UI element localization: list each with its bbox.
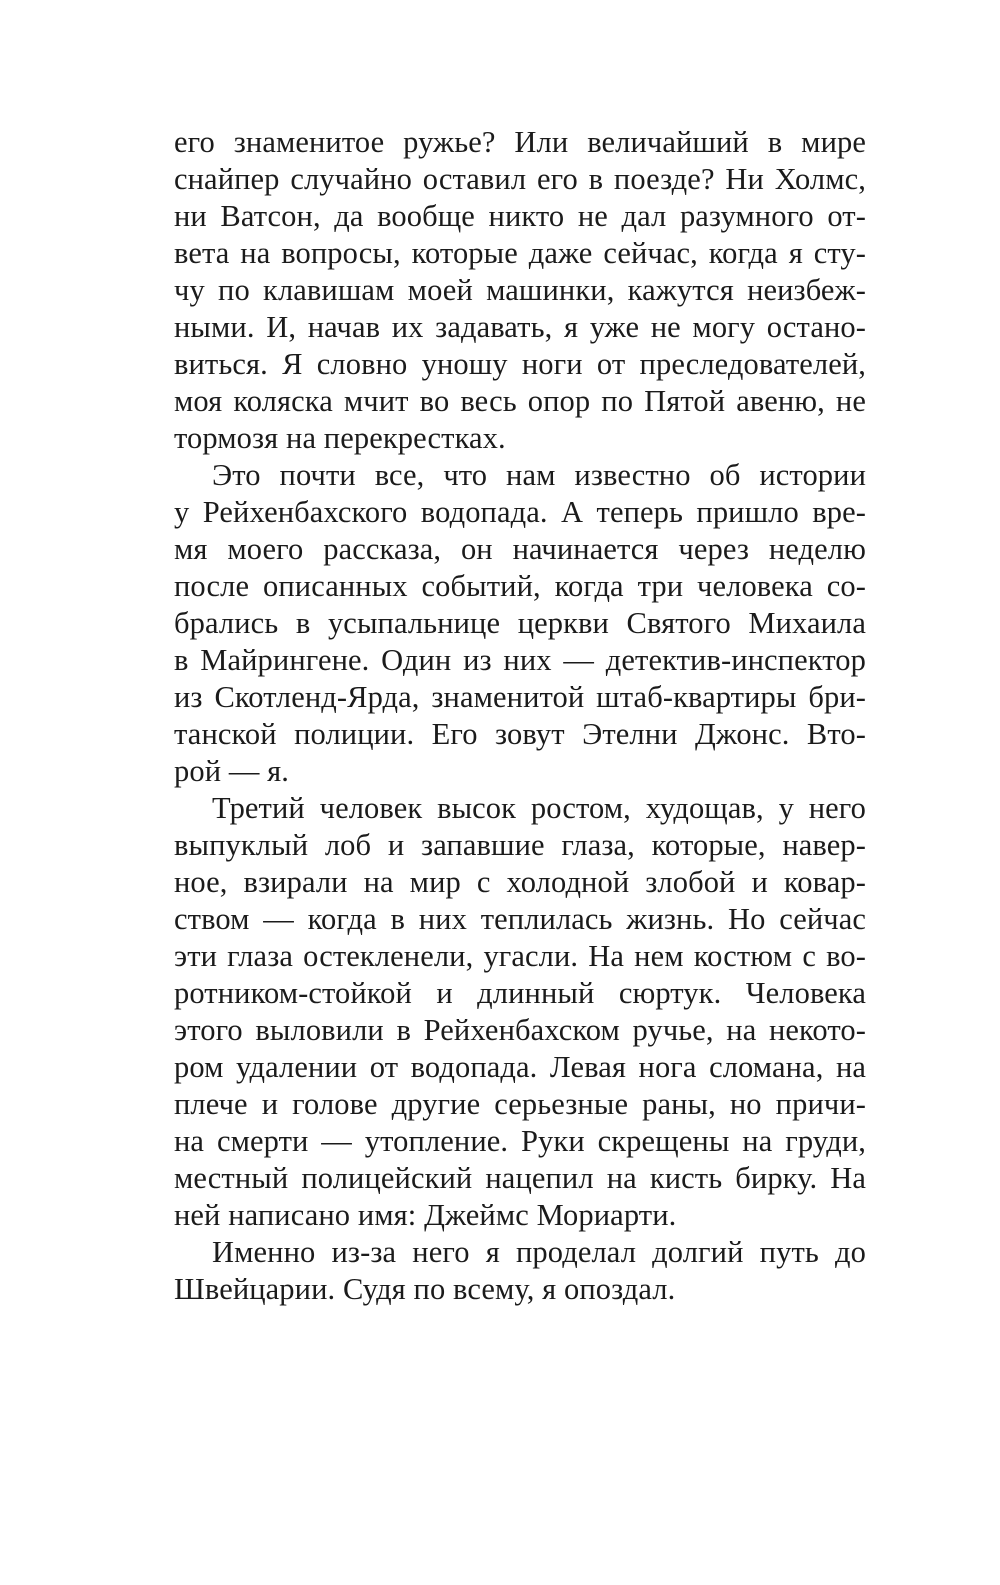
text-line: его знаменитое ружье? Или величайший в мире [174, 125, 866, 159]
text-line: Третий человек высок ростом, худощав, у него [212, 791, 866, 825]
text-line: моя коляска мчит во весь опор по Пятой авеню, не [174, 384, 866, 418]
text-line: из Скотленд-Ярда, знаменитой штаб-квартиры бри- [174, 680, 866, 714]
text-line: ными. И, начав их задавать, я уже не могу остано- [174, 310, 866, 344]
text-line: у Рейхенбахского водопада. А теперь пришло вре- [174, 495, 866, 529]
text-line: Именно из-за него я проделал долгий путь до [212, 1235, 866, 1269]
text-line: ней написано имя: Джеймс Мориарти. [174, 1198, 677, 1232]
text-line: ром удалении от водопада. Левая нога сломана, на [174, 1050, 866, 1084]
text-line: выпуклый лоб и запавшие глаза, которые, навер- [174, 828, 866, 862]
text-line: виться. Я словно уношу ноги от преследователей, [174, 347, 866, 381]
text-line: в Майрингене. Один из них — детектив-инспектор [174, 643, 866, 677]
text-line: ством — когда в них теплилась жизнь. Но сейчас [174, 902, 866, 936]
text-line: плече и голове другие серьезные раны, но причи- [174, 1087, 866, 1121]
text-line: тормозя на перекрестках. [174, 421, 506, 455]
text-line: брались в усыпальнице церкви Святого Михаила [174, 606, 866, 640]
text-line: после описанных событий, когда три человека со- [174, 569, 866, 603]
text-line: мя моего рассказа, он начинается через неделю [174, 532, 866, 566]
text-line: ное, взирали на мир с холодной злобой и ковар- [174, 865, 866, 899]
text-line: местный полицейский нацепил на кисть бирку. На [174, 1161, 866, 1195]
text-line: Швейцарии. Судя по всему, я опоздал. [174, 1272, 676, 1306]
text-line: эти глаза остекленели, угасли. На нем костюм с во- [174, 939, 866, 973]
text-line: танской полиции. Его зовут Этелни Джонс. Вто- [174, 717, 866, 751]
text-line: Это почти все, что нам известно об истории [212, 458, 866, 492]
body-text [174, 124, 866, 1308]
text-line: ротником-стойкой и длинный сюртук. Человека [174, 976, 866, 1010]
text-line: на смерти — утопление. Руки скрещены на груди, [174, 1124, 866, 1158]
text-line: чу по клавишам моей машинки, кажутся неизбеж- [174, 273, 866, 307]
text-line: снайпер случайно оставил его в поезде? Ни Холмс, [174, 162, 866, 196]
text-line: вета на вопросы, которые даже сейчас, когда я сту- [174, 236, 866, 270]
text-line: этого выловили в Рейхенбахском ручье, на некото- [174, 1013, 866, 1047]
text-line: рой — я. [174, 754, 290, 788]
text-line: ни Ватсон, да вообще никто не дал разумного от- [174, 199, 866, 233]
